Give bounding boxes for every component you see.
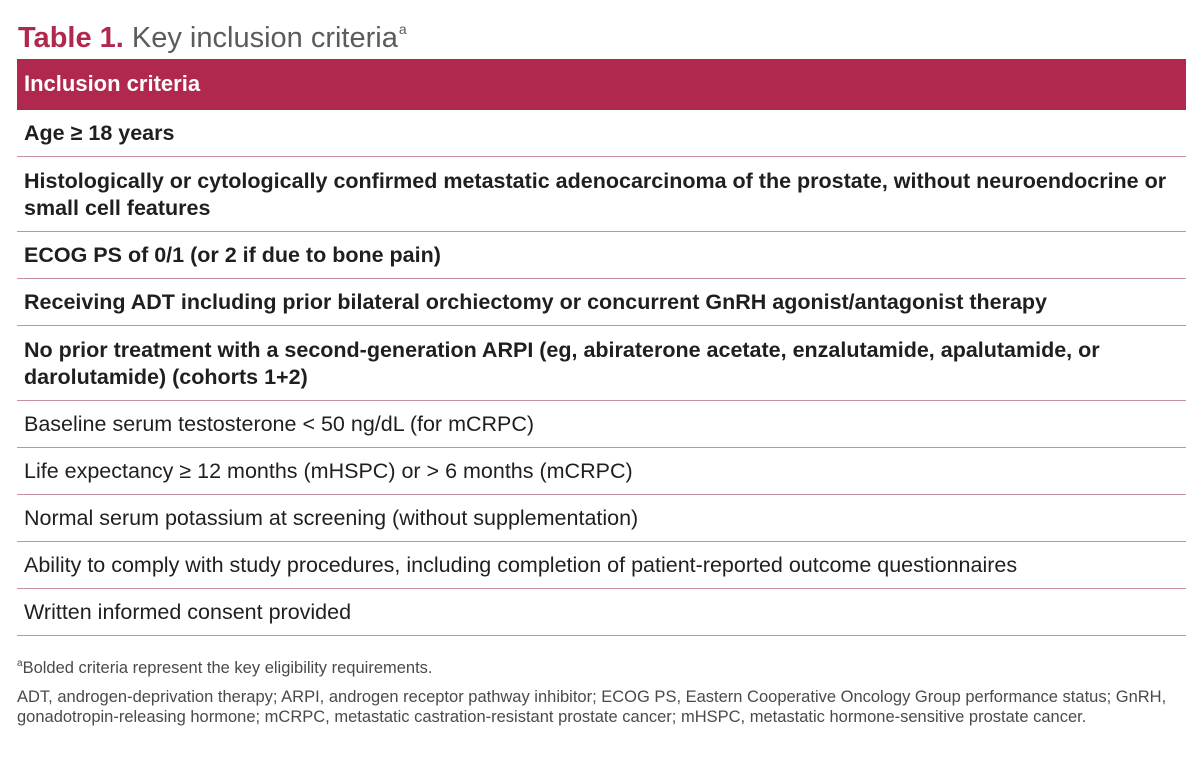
row-text: ECOG PS of 0/1 (or 2 if due to bone pain) <box>24 242 441 267</box>
table-row <box>17 157 1186 232</box>
table-row <box>17 589 1186 636</box>
row-text: Life expectancy ≥ 12 months (mHSPC) or > 6 months (mCRPC) <box>24 458 633 483</box>
table-title <box>18 12 407 55</box>
row-text: Written informed consent provided <box>24 599 352 624</box>
footnote-bold-note <box>17 654 1186 678</box>
row-text: No prior treatment with a second-generation ARPI (eg, abiraterone acetate, enzalutamide, apalutamide, or darolutamide) (cohorts 1+2) <box>24 337 1100 389</box>
table-row <box>17 495 1186 542</box>
footnotes <box>17 654 1186 727</box>
table-title-label: Table 1. <box>18 22 124 54</box>
row-text: Baseline serum testosterone < 50 ng/dL (for mCRPC) <box>24 411 535 436</box>
row-text: Receiving ADT including prior bilateral orchiectomy or concurrent GnRH agonist/antagonist therapy <box>24 289 1047 314</box>
table-row <box>17 401 1186 448</box>
row-text: Ability to comply with study procedures, including completion of patient-reported outcome questionnaires <box>24 552 1018 577</box>
table-row <box>17 448 1186 495</box>
table-title-superscript: a <box>398 21 407 37</box>
footnote-note-text: Bolded criteria represent the key eligibility requirements. <box>22 659 433 677</box>
table-row <box>17 279 1186 326</box>
table-row <box>17 542 1186 589</box>
table-title-text: Key inclusion criteria <box>131 22 398 54</box>
row-text: Histologically or cytologically confirmed metastatic adenocarcinoma of the prostate, without neuroendocrine or small cell features <box>24 168 1167 220</box>
footnote-marker: a <box>17 658 23 669</box>
table-row <box>17 326 1186 401</box>
table-row <box>17 232 1186 279</box>
footnote-abbreviations: ADT, androgen-deprivation therapy; ARPI, androgen receptor pathway inhibitor; ECOG PS, Eastern Cooperative Oncology Group performance status; GnRH, gonadotropin-releasing hormone; mCRPC, metastatic castration-resistant prostate cancer; mHSPC, metastatic hormone-sensitive prostate cancer. <box>17 688 1167 726</box>
table-row <box>17 110 1186 157</box>
inclusion-criteria-table <box>17 59 1186 636</box>
row-text: Age ≥ 18 years <box>24 120 175 145</box>
table-header: Inclusion criteria <box>17 59 1186 110</box>
row-text: Normal serum potassium at screening (without supplementation) <box>24 505 639 530</box>
